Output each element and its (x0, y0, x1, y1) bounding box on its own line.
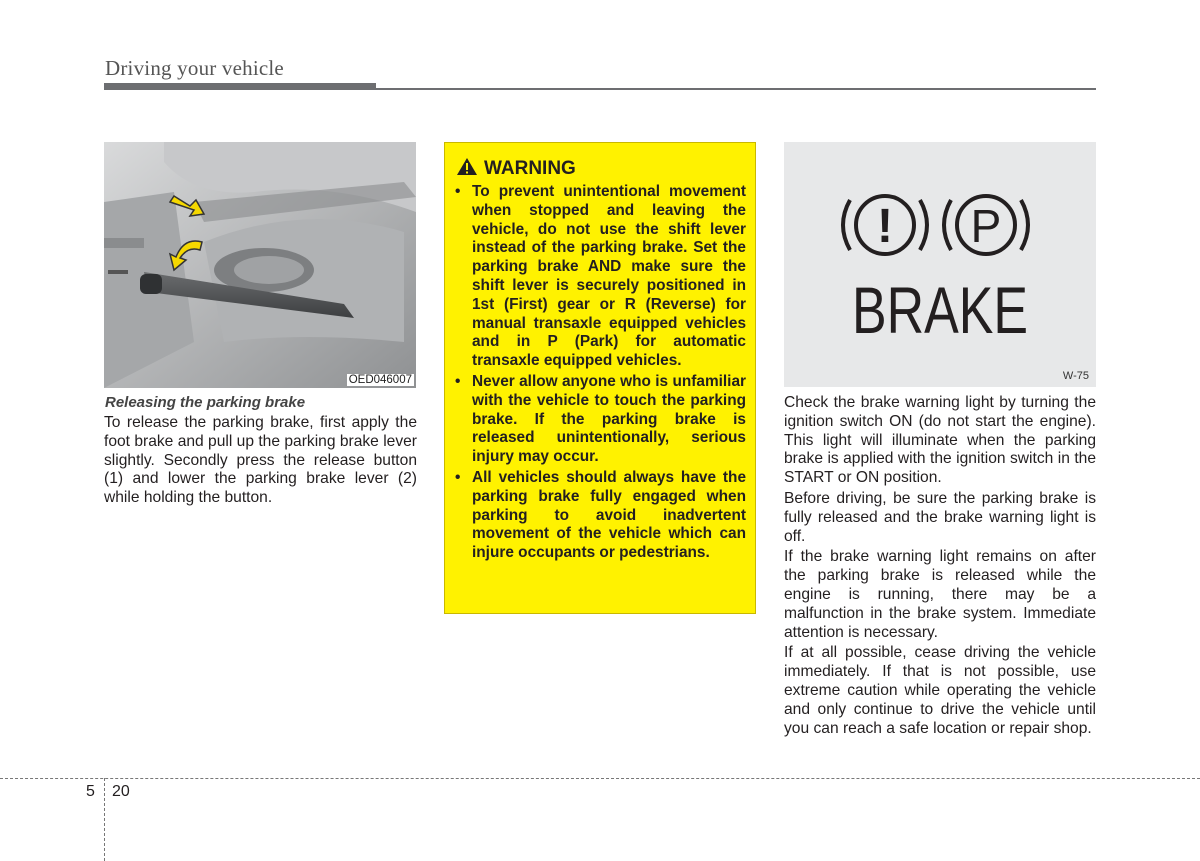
paragraph: If the brake warning light remains on after the parking brake is released while the engine is running, there may be a malfunction in the brake system. Immediate attention is necessary. (784, 548, 1096, 641)
exclamation-glyph: ! (877, 200, 893, 253)
paragraph: Check the brake warning light by turning the ignition switch ON (do not start the engine). This light will illuminate when the parking brake is applied with the ignition switch in the START or ON position. (784, 394, 1096, 487)
footer-dashed-rule (0, 778, 1200, 779)
warning-box (444, 142, 756, 614)
parking-brake-photo (104, 142, 416, 388)
warning-triangle-icon (456, 157, 478, 176)
warning-item (455, 469, 746, 563)
warning-item (455, 183, 746, 371)
paragraph: Before driving, be sure the parking brake is fully released and the brake warning light is off. (784, 489, 1096, 545)
footer-dashed-divider (104, 778, 105, 861)
figure-code-right: W-75 (1062, 370, 1089, 382)
warning-item-text: Never allow anyone who is unfamiliar with the vehicle to touch the parking brake. If the parking brake is released unintentionally, serious injury may occur. (472, 372, 746, 466)
warning-title: WARNING (484, 158, 576, 179)
section-number: 5 (86, 783, 95, 800)
header-rule-thin (376, 88, 1096, 90)
page-number: 20 (112, 783, 130, 800)
bullet: • (455, 372, 461, 390)
parking-brake-illustration (104, 142, 416, 388)
header-rule-thick (104, 83, 376, 90)
warning-item-text: All vehicles should always have the parking brake fully engaged when parking to avoid inadvertent movement of the vehicle which can injure occupants or pedestrians. (472, 468, 746, 562)
brake-warning-light-figure (784, 142, 1096, 387)
page-header-title: Driving your vehicle (105, 56, 284, 80)
brake-warning-text (784, 394, 1096, 740)
figure-code-left: OED046007 (348, 374, 412, 386)
parking-glyph: P (970, 200, 1002, 252)
warning-item (455, 373, 746, 467)
warning-item-text: To prevent unintentional movement when stopped and leaving the vehicle, do not use the shift lever instead of the parking brake. Set the parking brake AND make sure the shift lever is securely positioned in 1st (First) gear or R (Reverse) for manual transaxle equipped vehicles and in P (Park) for automatic transaxle equipped vehicles. (472, 183, 746, 370)
bullet: • (455, 468, 461, 486)
brake-label: BRAKE (852, 273, 1028, 347)
bullet: • (455, 183, 461, 200)
warning-heading (456, 157, 576, 180)
brake-warning-symbols (784, 142, 1096, 387)
release-instructions: To release the parking brake, first apply the foot brake and pull up the parking brake lever slightly. Secondly press the release button (1) and lower the parking brake lever (2) while holding the button. (104, 414, 417, 507)
figure-caption: Releasing the parking brake (105, 394, 306, 411)
paragraph: If at all possible, cease driving the vehicle immediately. If that is not possible, use extreme caution while operating the vehicle and only continue to drive the vehicle until you can reach a safe location or repair shop. (784, 644, 1096, 737)
warning-list (455, 183, 746, 565)
